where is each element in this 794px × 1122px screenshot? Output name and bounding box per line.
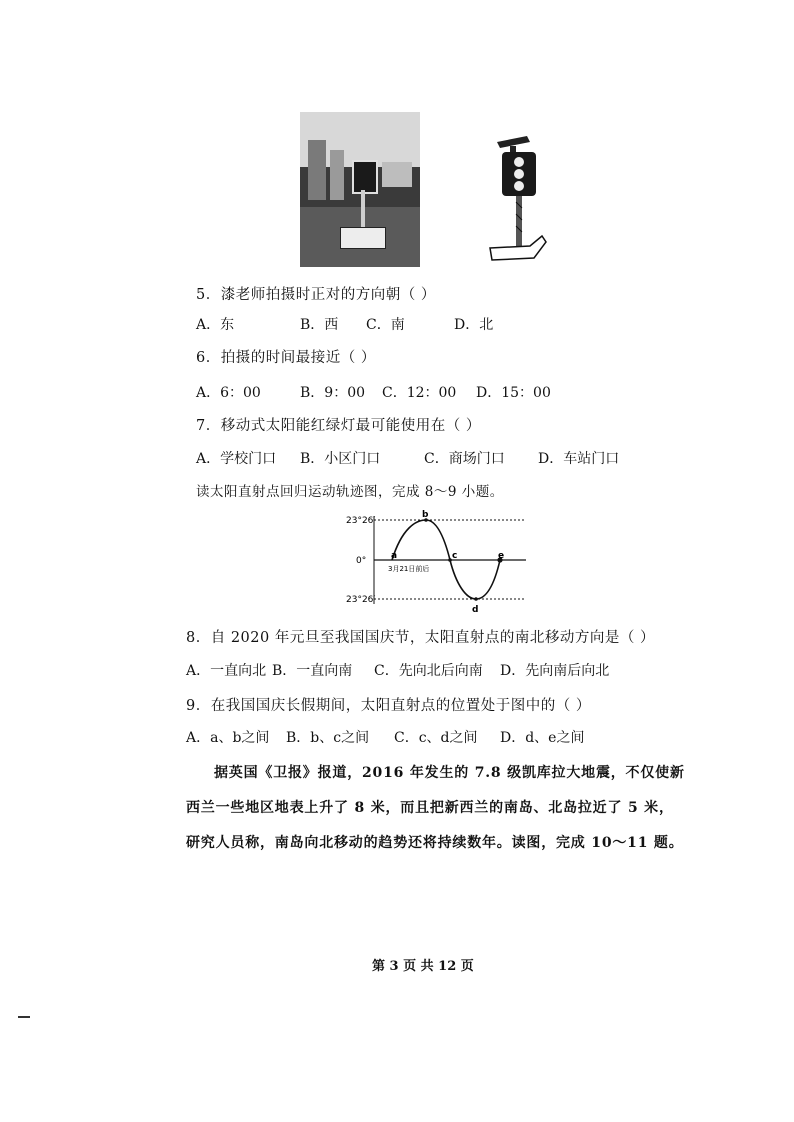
- question-6: 6．拍摄的时间最接近（ ）: [196, 350, 376, 366]
- q7-option-c: C．商场门口: [424, 451, 505, 467]
- q7-option-d: D．车站门口: [538, 451, 620, 467]
- photo-building: [330, 150, 344, 200]
- light-lamp: [514, 157, 524, 167]
- light-lamp: [514, 169, 524, 179]
- q8-option-d: D．先向南后向北: [500, 663, 610, 679]
- subsolar-point-diagram: [344, 508, 534, 614]
- q5-option-a: A．东: [196, 317, 235, 333]
- q9-option-a: A．a、b之间: [186, 730, 270, 746]
- q5-option-d: D．北: [454, 317, 494, 333]
- photo-pole: [361, 190, 365, 230]
- label-point-c: c: [452, 551, 458, 561]
- q7-option-a: A．学校门口: [196, 451, 277, 467]
- q9-option-c: C．c、d之间: [394, 730, 478, 746]
- label-bottom-lat: 23°26′: [346, 595, 376, 605]
- q8-option-a: A．一直向北: [186, 663, 267, 679]
- q6-option-a: A．6：00: [196, 385, 261, 401]
- q6-option-d: D．15：00: [476, 385, 551, 401]
- traffic-light-photo: [300, 112, 420, 267]
- label-date: 3月21日前后: [388, 565, 430, 573]
- label-zero-lat: 0°: [356, 556, 367, 566]
- intro-8-9: 读太阳直射点回归运动轨迹图，完成 8～9 小题。: [196, 484, 504, 500]
- q8-option-c: C．先向北后向南: [374, 663, 483, 679]
- passage-line-3: 研究人员称，南岛向北移动的趋势还将持续数年。读图，完成 10～11 题。: [186, 835, 684, 851]
- q6-option-c: C．12：00: [382, 385, 457, 401]
- scan-mark: [18, 1016, 30, 1018]
- q6-option-b: B．9：00: [300, 385, 366, 401]
- q7-option-b: B．小区门口: [300, 451, 381, 467]
- label-point-d: d: [472, 605, 479, 614]
- q8-option-b: B．一直向南: [272, 663, 353, 679]
- label-point-b: b: [422, 510, 429, 520]
- panel-mount: [510, 146, 516, 152]
- label-point-e: e: [498, 551, 505, 561]
- question-8: 8．自 2020 年元旦至我国国庆节，太阳直射点的南北移动方向是（ ）: [186, 630, 655, 646]
- photo-light-box: [352, 160, 378, 194]
- passage-line-2: 西兰一些地区地表上升了 8 米，而且把新西兰的南岛、北岛拉近了 5 米，: [186, 800, 674, 816]
- question-7: 7．移动式太阳能红绿灯最可能使用在（ ）: [196, 418, 481, 434]
- q9-option-d: D．d、e之间: [500, 730, 585, 746]
- point-d-marker: [474, 597, 478, 601]
- q5-option-b: B．西: [300, 317, 339, 333]
- q9-option-b: B．b、c之间: [286, 730, 370, 746]
- question-5: 5．漆老师拍摄时正对的方向朝（ ）: [196, 287, 436, 303]
- traffic-light-drawing: [482, 130, 552, 270]
- photo-building: [308, 140, 326, 200]
- question-9: 9．在我国国庆长假期间，太阳直射点的位置处于图中的（ ）: [186, 698, 591, 714]
- label-point-a: a: [391, 551, 398, 561]
- q5-option-c: C．南: [366, 317, 405, 333]
- photo-cart: [340, 227, 386, 249]
- page-footer: 第 3 页 共 12 页: [372, 959, 474, 974]
- passage-line-1: 据英国《卫报》报道，2016 年发生的 7.8 级凯库拉大地震，不仅使新: [214, 765, 685, 781]
- photo-building: [382, 162, 412, 187]
- label-top-lat: 23°26′: [346, 516, 376, 526]
- light-lamp: [514, 181, 524, 191]
